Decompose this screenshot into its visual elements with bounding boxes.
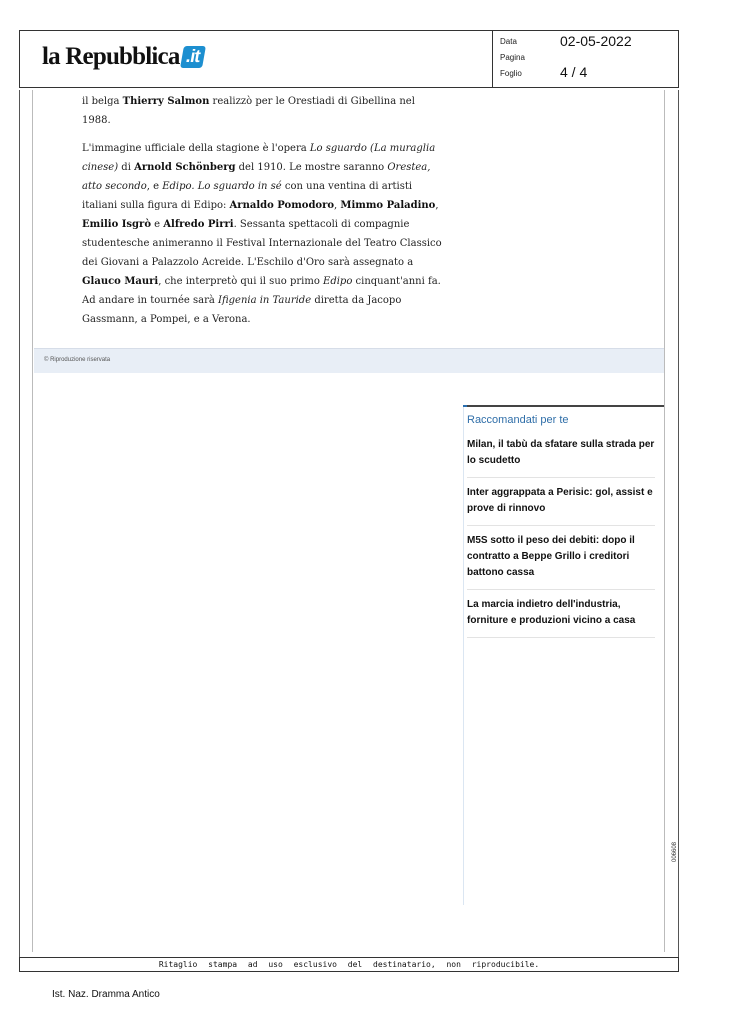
recommended-link[interactable]: Inter aggrappata a Perisic: gol, assist e prove di rinnovo bbox=[467, 478, 655, 526]
text-run: . Sessanta spettacoli di compagnie studentesche animeranno il Festival Internazionale del Teatro Classico dei Giovani a Palazzolo Acreide. L'Eschilo d'Oro sarà assegnato a bbox=[82, 219, 442, 268]
inner-divider-left bbox=[32, 90, 33, 952]
pagina-label: Pagina bbox=[500, 53, 525, 62]
bold-name: Alfredo Pirri bbox=[163, 219, 234, 230]
logo-area bbox=[20, 31, 493, 87]
bold-name: Glauco Mauri bbox=[82, 276, 159, 287]
recommended-link[interactable]: M5S sotto il peso dei debiti: dopo il contratto a Beppe Grillo i creditori battono cassa bbox=[467, 526, 655, 590]
text-run: il belga bbox=[82, 96, 123, 107]
text-run: e bbox=[151, 219, 164, 230]
bold-name: Thierry Salmon bbox=[122, 96, 210, 107]
bold-name: Arnaldo Pomodoro bbox=[229, 200, 335, 211]
bold-name: Emilio Isgrò bbox=[82, 219, 151, 230]
article-paragraph bbox=[82, 92, 444, 130]
logo-text: la Repubblica bbox=[42, 43, 180, 70]
article-paragraph bbox=[82, 139, 444, 329]
copyright-bar bbox=[34, 348, 664, 373]
data-label: Data bbox=[500, 37, 517, 46]
recommended-top-rule bbox=[463, 405, 664, 407]
logo-suffix: .it bbox=[180, 46, 205, 68]
foglio-label: Foglio bbox=[500, 69, 522, 78]
owner-name: Ist. Naz. Dramma Antico bbox=[52, 989, 160, 1000]
text-run: , che interpretò qui il suo primo bbox=[158, 276, 324, 287]
italic-title: Orestea, atto secondo bbox=[82, 162, 431, 192]
newspaper-logo bbox=[42, 43, 203, 71]
foglio-value: 4 / 4 bbox=[560, 64, 588, 80]
article-body bbox=[82, 92, 444, 338]
text-run: del 1910. Le mostre saranno bbox=[235, 162, 388, 173]
text-run: , bbox=[435, 200, 439, 211]
footer-notice: Ritaglio stampa ad uso esclusivo del destinatario, non riproducibile. bbox=[158, 960, 540, 969]
text-run: , e bbox=[146, 181, 163, 192]
text-run: diretta da Jacopo Gassmann, a Pompei, e a Verona. bbox=[82, 295, 402, 325]
inner-divider-right bbox=[664, 90, 665, 952]
data-value: 02-05-2022 bbox=[560, 33, 632, 49]
recommended-divider bbox=[463, 405, 464, 905]
text-run: realizzò per le Orestiadi di Gibellina nel 1988. bbox=[82, 96, 415, 126]
recommended-title: Raccomandati per te bbox=[467, 414, 569, 426]
footer-notice-bar bbox=[19, 957, 679, 972]
italic-title: Lo sguardo (La muraglia cinese) bbox=[82, 143, 436, 173]
text-run: cinquant'anni fa. Ad andare in tournée sarà bbox=[82, 276, 441, 306]
text-run: di bbox=[118, 162, 135, 173]
text-run: L'immagine ufficiale della stagione è l'opera bbox=[82, 143, 310, 154]
recommended-list bbox=[467, 430, 655, 638]
text-run: , bbox=[334, 200, 341, 211]
recommended-link[interactable]: Milan, il tabù da sfatare sulla strada per lo scudetto bbox=[467, 430, 655, 478]
recommended-link[interactable]: La marcia indietro dell'industria, forniture e produzioni vicino a casa bbox=[467, 590, 655, 638]
text-run: con una ventina di artisti italiani sulla figura di Edipo: bbox=[82, 181, 413, 211]
recommended-accent bbox=[463, 405, 467, 407]
italic-title: Ifigenia in Tauride bbox=[218, 295, 312, 306]
italic-title: Edipo bbox=[323, 276, 353, 287]
clipping-meta bbox=[500, 31, 678, 87]
copyright-text: © Riproduzione riservata bbox=[44, 357, 111, 363]
clipping-code: 006608 bbox=[672, 841, 678, 862]
italic-title: Edipo. Lo sguardo in sé bbox=[162, 181, 282, 192]
clipping-header bbox=[19, 30, 679, 88]
bold-name: Arnold Schönberg bbox=[134, 162, 236, 173]
bold-name: Mimmo Paladino bbox=[340, 200, 436, 211]
